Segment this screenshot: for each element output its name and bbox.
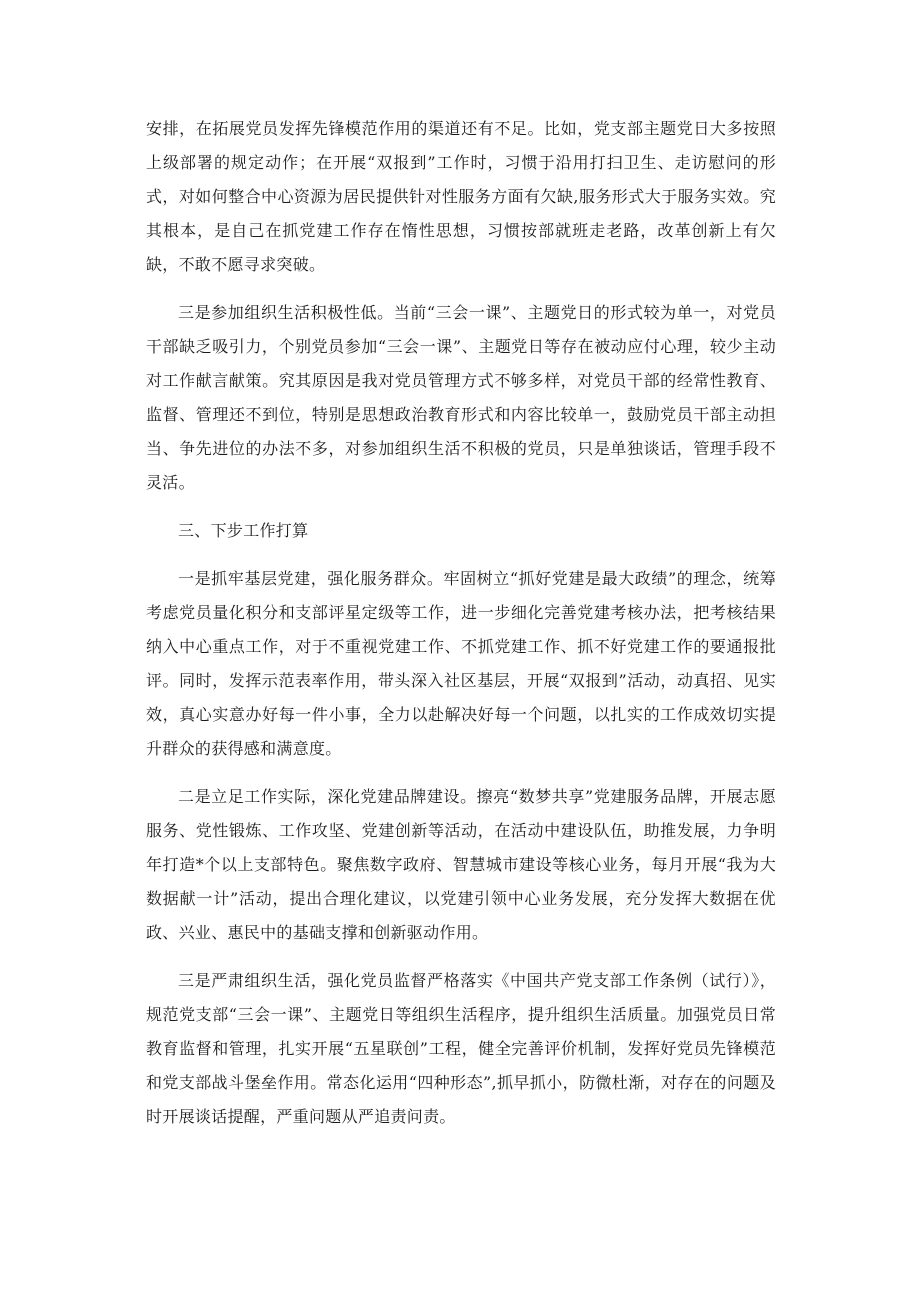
section-heading-next-steps: 三、下步工作打算	[178, 521, 309, 540]
paragraph-grassroots-party-building: 一是抓牢基层党建，强化服务群众。牢固树立“抓好党建是最大政绩”的理念，统筹考虑党员量化积分和支部评星定级等工作，进一步细化完善党建考核办法，把考核结果纳入中心重点工作，对于不重视党建工作、不抓党建工作、抓不好党建工作的要通报批评。同时，发挥示范表率作用，带头深入社区基层，开展“双报到”活动，动真招、见实效，真心实意办好每一件小事，全力以赴解决好每一个问题，以扎实的工作成效切实提升群众的获得感和满意度。	[146, 569, 776, 758]
paragraph-strict-organizational-life: 三是严肃组织生活，强化党员监督严格落实《中国共产党支部工作条例（试行）》，规范党支部“三会一课”、主题党日等组织生活程序，提升组织生活质量。加强党员日常教育监督和管理，扎实开展“五星联创”工程，健全完善评价机制，发挥好党员先锋模范和党支部战斗堡垒作用。常态化运用“四种形态”,抓早抓小，防微杜渐，对存在的问题及时开展谈话提醒，严重问题从严追责问责。	[146, 971, 776, 1126]
paragraph-continuation: 安排，在拓展党员发挥先锋模范作用的渠道还有不足。比如，党支部主题党日大多按照上级部署的规定动作；在开展“双报到”工作时，习惯于沿用打扫卫生、走访慰问的形式，对如何整合中心资源为居民提供针对性服务方面有欠缺,服务形式大于服务实效。究其根本，是自己在抓党建工作存在惰性思想，习惯按部就班走老路，改革创新上有欠缺，不敢不愿寻求突破。	[146, 119, 776, 274]
paragraph-organizational-life: 三是参加组织生活积极性低。当前“三会一课”、主题党日的形式较为单一，对党员干部缺乏吸引力，个别党员参加“三会一课”、主题党日等存在被动应付心理，较少主动对工作献言献策。究其原因是我对党员管理方式不够多样，对党员干部的经常性教育、监督、管理还不到位，特别是思想政治教育形式和内容比较单一，鼓励党员干部主动担当、争先进位的办法不多，对参加组织生活不积极的党员，只是单独谈话，管理手段不灵活。	[146, 303, 776, 492]
paragraph-party-brand-building: 二是立足工作实际，深化党建品牌建设。擦亮“数梦共享”党建服务品牌，开展志愿服务、党性锻炼、工作攻坚、党建创新等活动，在活动中建设队伍，助推发展，力争明年打造*个以上支部特色。聚焦数字政府、智慧城市建设等核心业务，每月开展“我为大数据献一计”活动，提出合理化建议，以党建引领中心业务发展，充分发挥大数据在优政、兴业、惠民中的基础支撑和创新驱动作用。	[146, 787, 776, 942]
document-body	[146, 112, 776, 1148]
